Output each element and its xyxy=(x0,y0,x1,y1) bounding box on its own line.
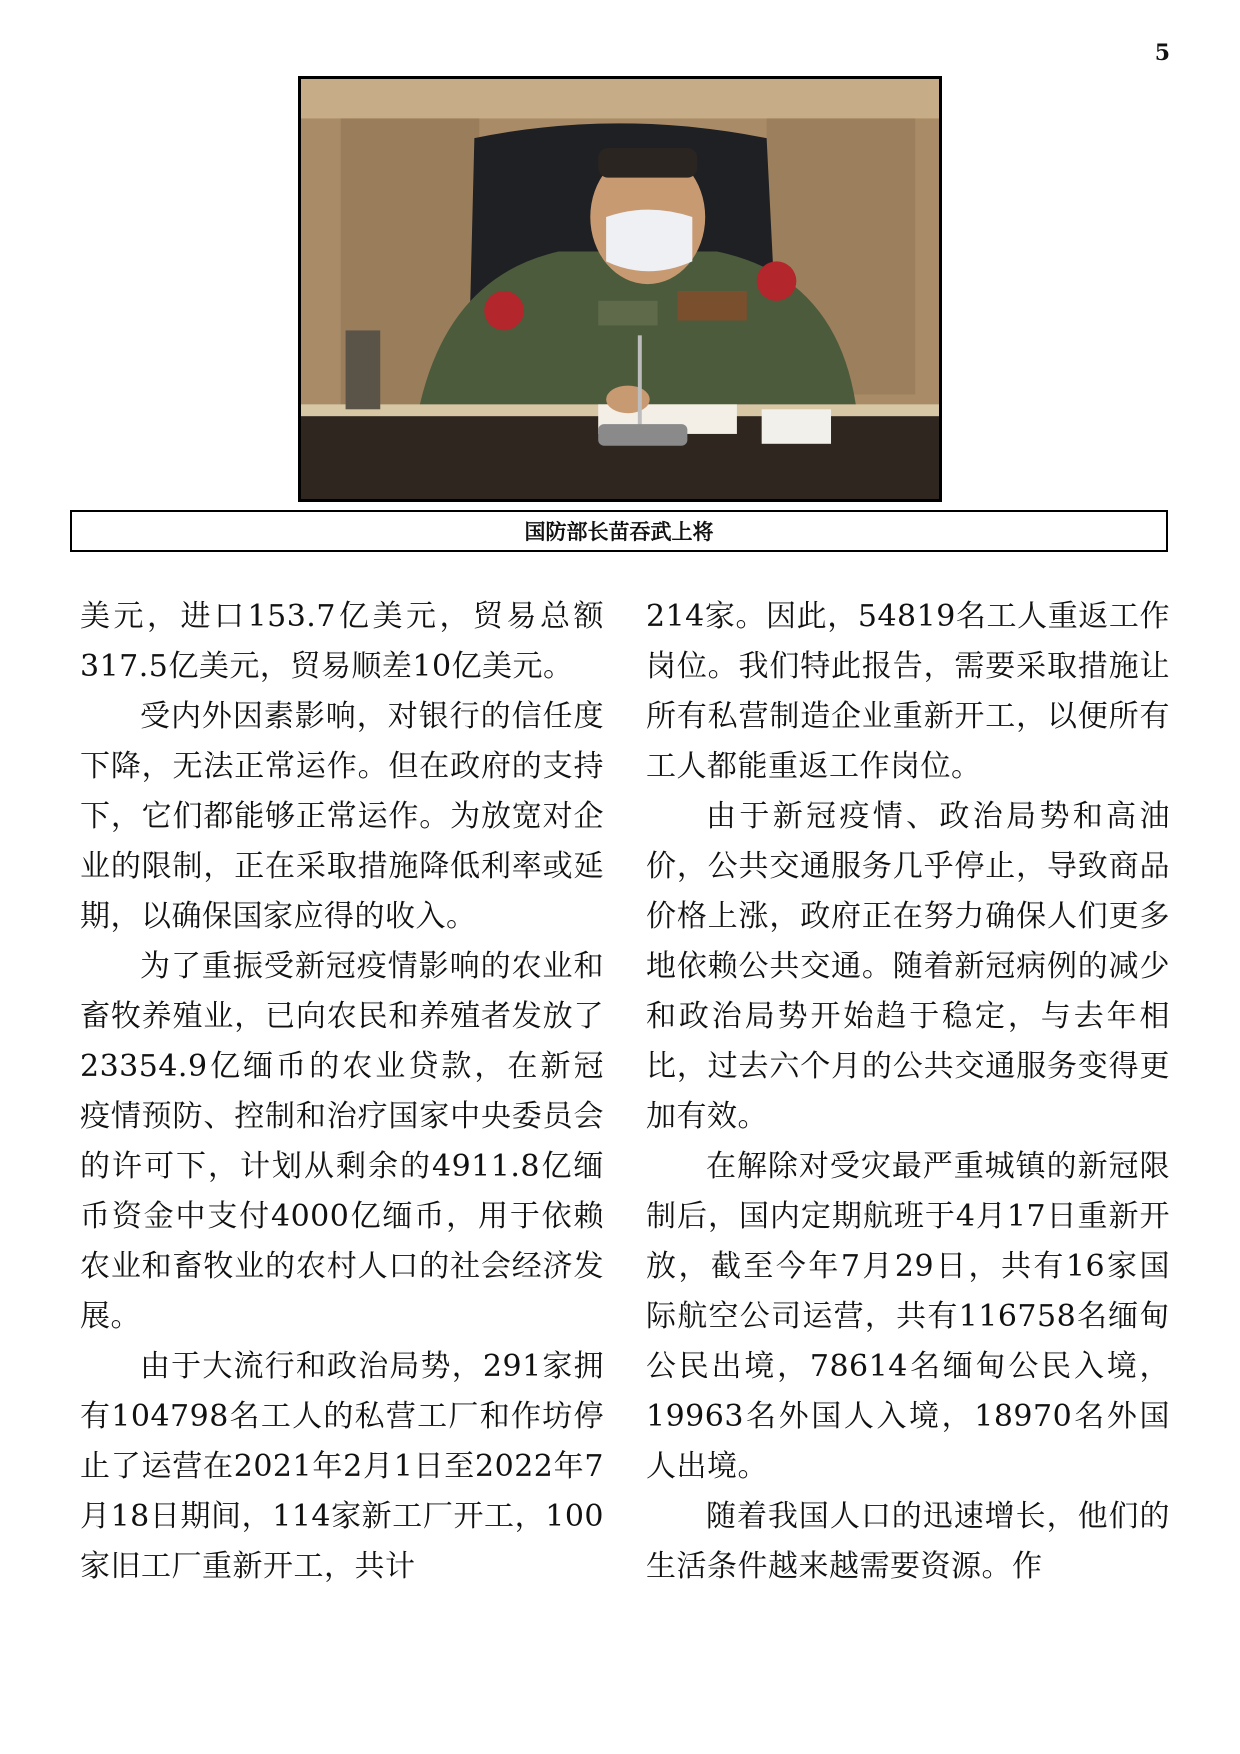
article-body xyxy=(80,592,1170,1592)
right-column xyxy=(646,592,1170,1592)
paragraph: 由于大流行和政治局势，291家拥有104798名工人的私营工厂和作坊停止了运营在2021年2月1日至2022年7月18日期间，114家新工厂开工，100家旧工厂重新开工，共计 xyxy=(80,1349,604,1584)
photo-caption xyxy=(70,510,1168,552)
paragraph: 为了重振受新冠疫情影响的农业和畜牧养殖业，已向农民和养殖者发放了23354.9亿缅币的农业贷款，在新冠疫情预防、控制和治疗国家中央委员会的许可下，计划从剩余的4911.8亿缅币资金中支付4000亿缅币，用于依赖农业和畜牧业的农村人口的社会经济发展。 xyxy=(80,949,604,1334)
minister-photo xyxy=(298,76,942,502)
photo-illustration xyxy=(301,79,939,499)
paragraph: 美元，进口153.7亿美元，贸易总额317.5亿美元，贸易顺差10亿美元。 xyxy=(80,599,604,684)
page-number: 5 xyxy=(1154,40,1170,66)
paragraph: 214家。因此，54819名工人重返工作岗位。我们特此报告，需要采取措施让所有私营制造企业重新开工，以便所有工人都能重返工作岗位。 xyxy=(646,599,1170,784)
paragraph: 受内外因素影响，对银行的信任度下降，无法正常运作。但在政府的支持下，它们都能够正常运作。为放宽对企业的限制，正在采取措施降低利率或延期，以确保国家应得的收入。 xyxy=(80,699,604,934)
paragraph: 在解除对受灾最严重城镇的新冠限制后，国内定期航班于4月17日重新开放，截至今年7月29日，共有16家国际航空公司运营，共有116758名缅甸公民出境，78614名缅甸公民入境，19963名外国人入境，18970名外国人出境。 xyxy=(646,1149,1170,1484)
photo-caption-text: 国防部长苗吞武上将 xyxy=(524,520,714,544)
left-column xyxy=(80,592,604,1592)
paragraph: 随着我国人口的迅速增长，他们的生活条件越来越需要资源。作 xyxy=(646,1499,1170,1584)
paragraph: 由于新冠疫情、政治局势和高油价，公共交通服务几乎停止，导致商品价格上涨，政府正在努力确保人们更多地依赖公共交通。随着新冠病例的减少和政治局势开始趋于稳定，与去年相比，过去六个月的公共交通服务变得更加有效。 xyxy=(646,799,1170,1134)
